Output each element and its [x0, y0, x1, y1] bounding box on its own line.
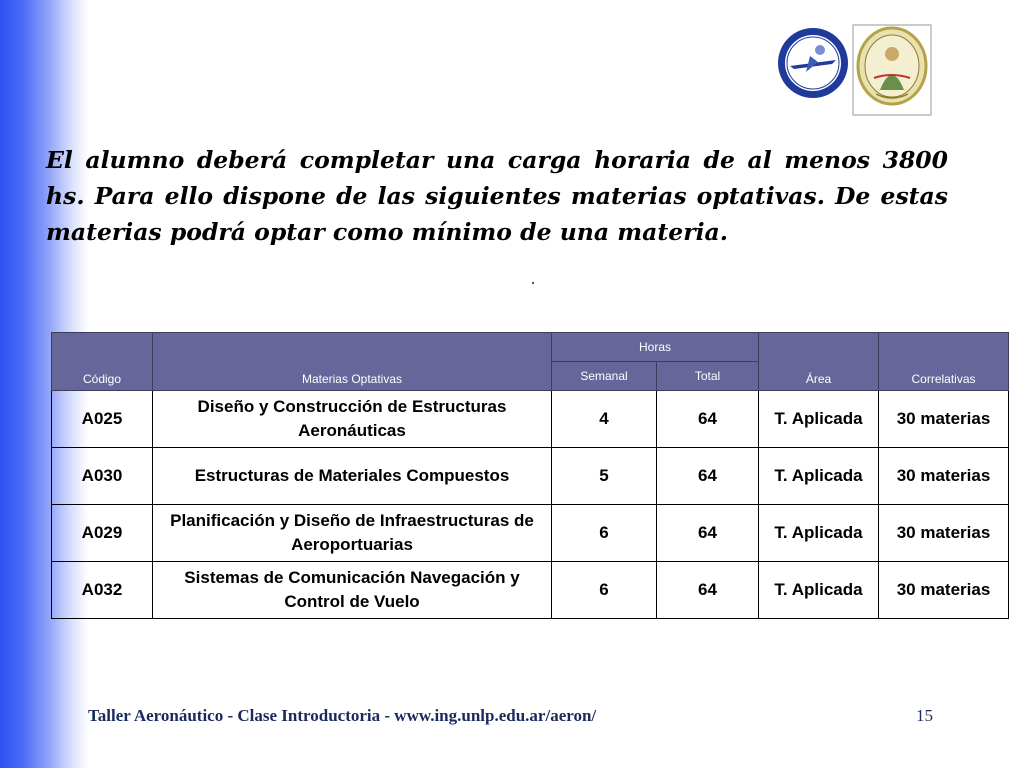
cell-prerequisites: 30 materias — [879, 448, 1009, 505]
cell-total: 64 — [657, 562, 759, 619]
table-row — [52, 448, 1009, 505]
cell-prerequisites: 30 materias — [879, 562, 1009, 619]
cell-weekly: 4 — [552, 391, 657, 448]
cell-code: A032 — [52, 562, 153, 619]
cell-weekly: 6 — [552, 505, 657, 562]
cell-code: A025 — [52, 391, 153, 448]
cell-total: 64 — [657, 448, 759, 505]
cell-subject: Estructuras de Materiales Compuestos — [153, 448, 552, 505]
stray-dot — [532, 282, 534, 284]
cell-total: 64 — [657, 391, 759, 448]
table-row — [52, 391, 1009, 448]
cell-prerequisites: 30 materias — [879, 505, 1009, 562]
header-total: Total — [657, 362, 759, 391]
header-area: Área — [759, 333, 879, 391]
cell-prerequisites: 30 materias — [879, 391, 1009, 448]
department-seal-icon — [776, 26, 850, 100]
cell-area: T. Aplicada — [759, 391, 879, 448]
table-row — [52, 562, 1009, 619]
table-row — [52, 505, 1009, 562]
optional-subjects-table — [51, 332, 1009, 619]
intro-paragraph: El alumno deberá completar una carga horaria de al menos 3800 hs. Para ello dispone de las siguientes materias optativas. De estas materias podrá optar como mínimo de una materia. — [46, 146, 948, 246]
cell-weekly: 5 — [552, 448, 657, 505]
cell-area: T. Aplicada — [759, 448, 879, 505]
cell-code: A030 — [52, 448, 153, 505]
university-seal-icon — [852, 24, 932, 116]
footer-text: Taller Aeronáutico - Clase Introductoria - www.ing.unlp.edu.ar/aeron/ — [88, 706, 597, 725]
page-number: 15 — [916, 706, 933, 725]
cell-area: T. Aplicada — [759, 562, 879, 619]
cell-area: T. Aplicada — [759, 505, 879, 562]
cell-subject: Diseño y Construcción de Estructuras Aeronáuticas — [153, 391, 552, 448]
header-subject: Materias Optativas — [153, 333, 552, 391]
cell-subject: Planificación y Diseño de Infraestructuras de Aeroportuarias — [153, 505, 552, 562]
cell-code: A029 — [52, 505, 153, 562]
header-weekly: Semanal — [552, 362, 657, 391]
header-code: Código — [52, 333, 153, 391]
header-prerequisites: Correlativas — [879, 333, 1009, 391]
cell-subject: Sistemas de Comunicación Navegación y Control de Vuelo — [153, 562, 552, 619]
header-hours: Horas — [552, 333, 759, 362]
cell-weekly: 6 — [552, 562, 657, 619]
cell-total: 64 — [657, 505, 759, 562]
